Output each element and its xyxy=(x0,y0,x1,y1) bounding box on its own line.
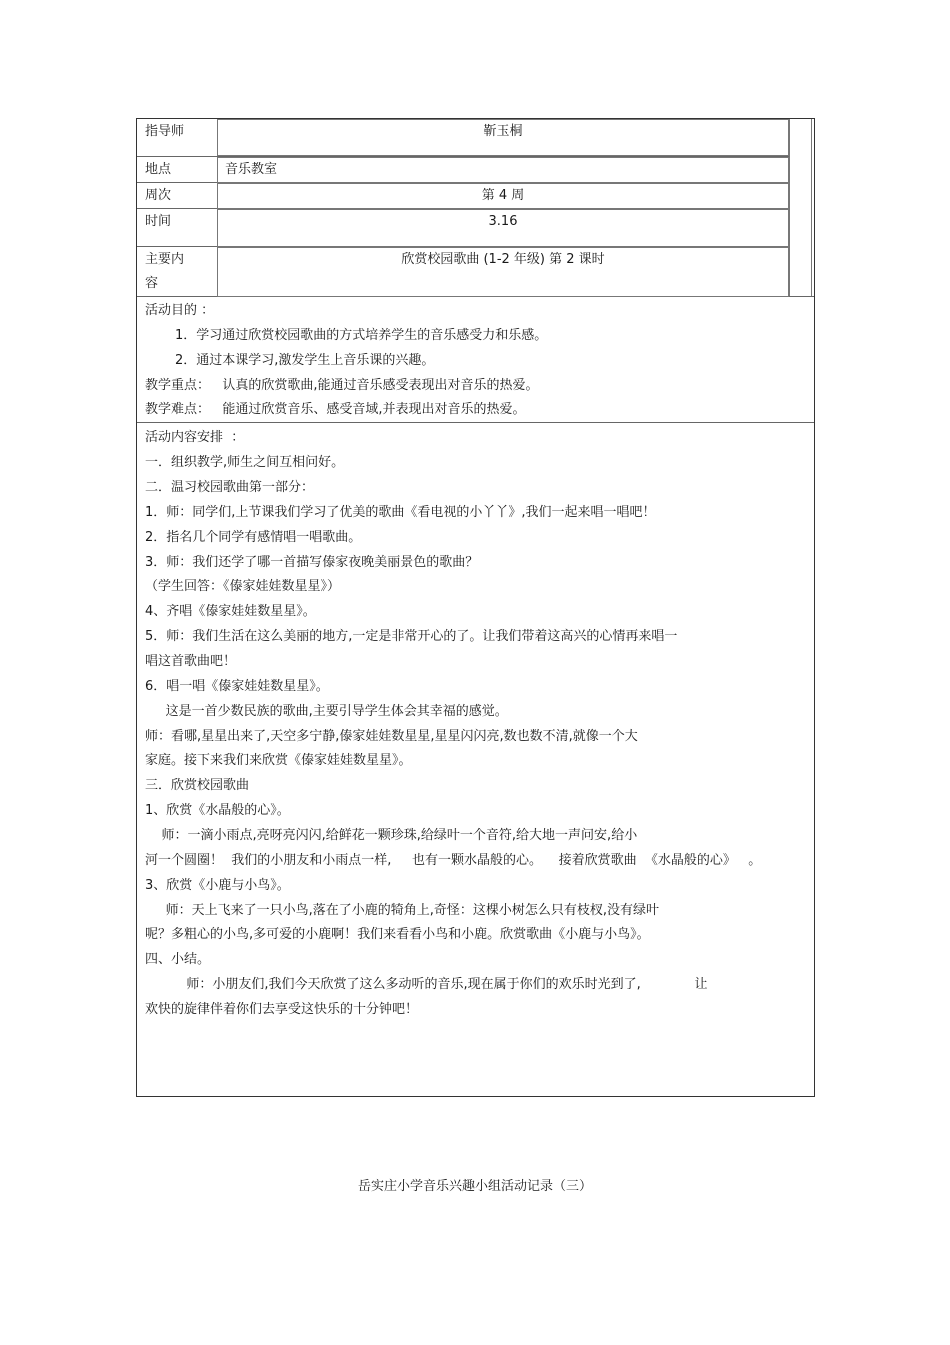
time-row xyxy=(137,209,789,247)
time-label: 时间 xyxy=(145,214,172,229)
arrangement-line: 5．师：我们生活在这么美丽的地方,一定是非常开心的了。让我们带着这高兴的心情再来唱一 xyxy=(145,629,678,644)
arrangement-line: 三．欣赏校园歌曲 xyxy=(145,778,250,793)
arrangement-line: 这是一首少数民族的歌曲,主要引导学生体会其幸福的感觉。 xyxy=(145,704,508,719)
arrangement-line: 师：天上飞来了一只小鸟,落在了小鹿的犄角上,奇怪：这棵小树怎么只有枝杈,没有绿叶 xyxy=(145,903,660,918)
location-label: 地点 xyxy=(145,162,172,177)
arrangement-line: 1．师：同学们,上节课我们学习了优美的歌曲《看电视的小丫丫》,我们一起来唱一唱吧！ xyxy=(145,505,656,520)
location-cell xyxy=(217,157,789,183)
arrangement-line: 呢？多粗心的小鸟,多可爱的小鹿啊！我们来看看小鸟和小鹿。欣赏歌曲《小鹿与小鸟》。 xyxy=(145,927,650,942)
arrangement-line: 师：一滴小雨点,亮呀亮闪闪,给鲜花一颗珍珠,给绿叶一个音符,给大地一声问安,给小 xyxy=(145,828,638,843)
arrangement-line: 师：看哪,星星出来了,天空多宁静,傣家娃娃数星星,星星闪闪亮,数也数不清,就像一个大 xyxy=(145,729,638,744)
arrangement-line: 一．组织教学,师生之间互相问好。 xyxy=(145,455,345,470)
instructor-label: 指导师 xyxy=(145,124,185,139)
difficulty: 教学难点： 能通过欣赏音乐、感受音域,并表现出对音乐的热爱。 xyxy=(145,402,526,417)
arrangement-line: 河一个圆圈！ 我们的小朋友和小雨点一样, 也有一颗水晶般的心。 接着欣赏歌曲 《水晶般的心》 。 xyxy=(145,853,762,868)
week-value: 第 4 周 xyxy=(481,188,525,203)
instructor-row xyxy=(137,119,789,157)
arrangement-line: 师：小朋友们,我们今天欣赏了这么多动听的音乐,现在属于你们的欢乐时光到了, 让 xyxy=(145,977,708,992)
arrangement-line: 欢快的旋律伴着你们去享受这快乐的十分钟吧！ xyxy=(145,1002,419,1017)
goal-item-2: 2．通过本课学习,激发学生上音乐课的兴趣。 xyxy=(175,353,435,368)
arrangement-line: 唱这首歌曲吧！ xyxy=(145,654,237,669)
arrangement-line: 6．唱一唱《傣家娃娃数星星》。 xyxy=(145,679,329,694)
arrangement-line: 4、齐唱《傣家娃娃数星星》。 xyxy=(145,604,316,619)
goals-section xyxy=(137,297,814,423)
arrangement-line: 2．指名几个同学有感情唱一唱歌曲。 xyxy=(145,530,362,545)
arrangement-section xyxy=(137,423,814,1095)
time-value: 3.16 xyxy=(488,214,518,229)
activity-record-table xyxy=(136,118,815,1097)
content-row xyxy=(137,247,814,297)
week-label: 周次 xyxy=(145,188,172,203)
content-value: 欣赏校园歌曲 (1-2 年级) 第 2 课时 xyxy=(401,252,605,267)
arrangement-line: 家庭。接下来我们来欣赏《傣家娃娃数星星》。 xyxy=(145,753,412,768)
location-value: 音乐教室 xyxy=(225,162,278,177)
arrangement-line: （学生回答：《傣家娃娃数星星》） xyxy=(145,579,341,594)
week-row xyxy=(137,183,789,209)
goals-title: 活动目的 ： xyxy=(145,303,215,318)
arrangement-title: 活动内容安排 ： xyxy=(145,430,245,445)
page-footer-title: 岳实庄小学音乐兴趣小组活动记录（三） xyxy=(357,1179,592,1194)
key-point: 教学重点： 认真的欣赏歌曲,能通过音乐感受表现出对音乐的热爱。 xyxy=(145,378,539,393)
location-row xyxy=(137,157,789,183)
content-label-line1: 主要内 xyxy=(145,252,185,267)
arrangement-line: 3、欣赏《小鹿与小鸟》。 xyxy=(145,878,290,893)
arrangement-line: 3．师：我们还学了哪一首描写傣家夜晚美丽景色的歌曲？ xyxy=(145,555,479,570)
goal-item-1: 1．学习通过欣赏校园歌曲的方式培养学生的音乐感受力和乐感。 xyxy=(175,328,548,343)
content-label-line2: 容 xyxy=(145,276,159,291)
instructor-value: 靳玉桐 xyxy=(483,124,523,139)
arrangement-line: 四、小结。 xyxy=(145,952,211,967)
arrangement-line: 二．温习校园歌曲第一部分： xyxy=(145,480,315,495)
arrangement-line: 1、欣赏《水晶般的心》。 xyxy=(145,803,290,818)
